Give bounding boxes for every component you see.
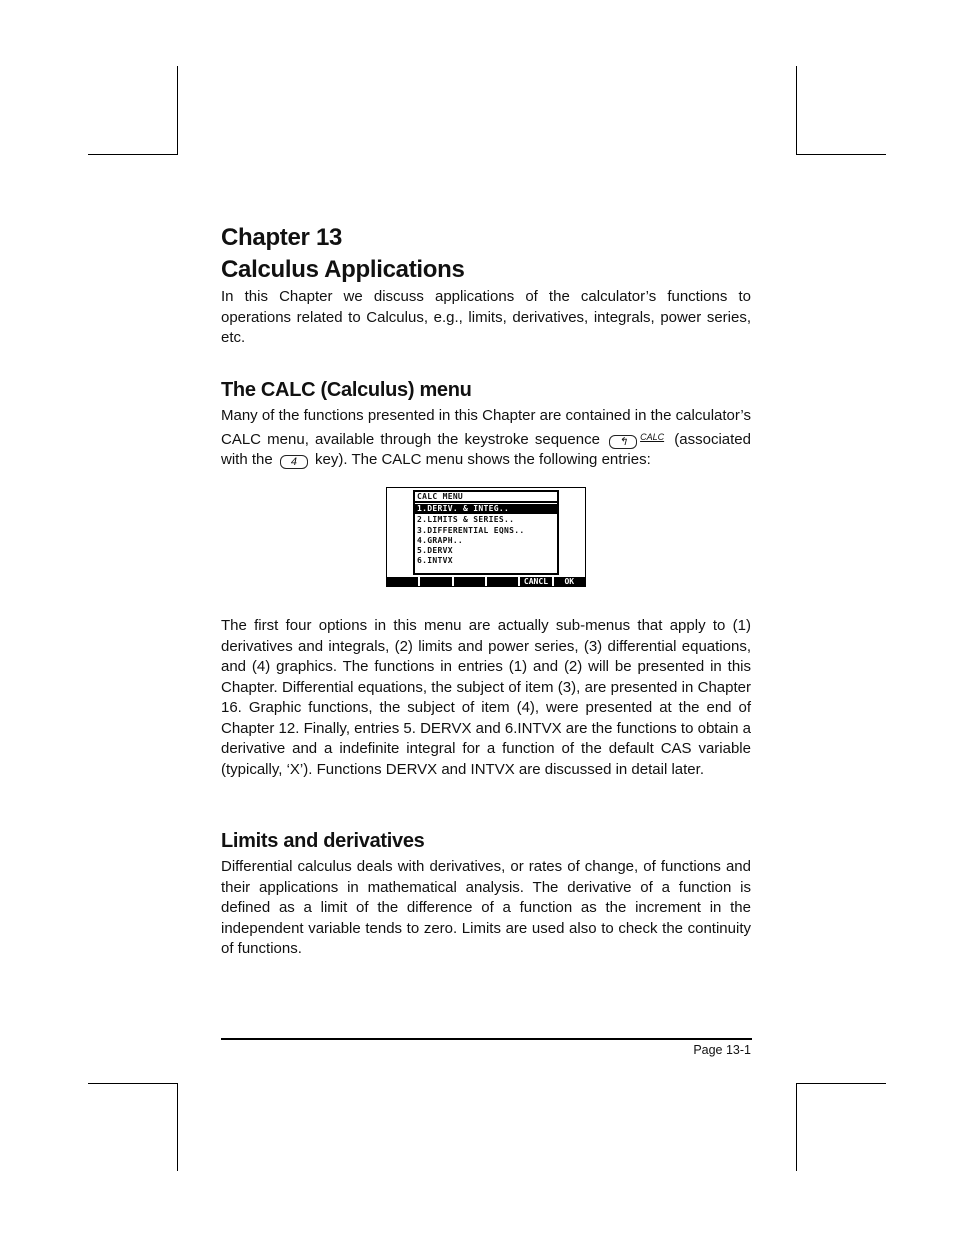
crop-mark <box>796 154 886 155</box>
calculator-screen <box>386 487 586 587</box>
menu-item-selected[interactable]: 1.DERIV. & INTEG.. <box>415 504 557 514</box>
softkey-1[interactable] <box>387 577 418 586</box>
softkey-bar <box>387 577 585 586</box>
left-shift-key-icon: ↰ <box>609 435 637 449</box>
softkey-2[interactable] <box>418 577 451 586</box>
key-4-icon: 4 <box>280 455 308 469</box>
softkey-4[interactable] <box>485 577 518 586</box>
chapter-heading <box>221 222 751 286</box>
ok-softkey[interactable]: OK <box>552 577 585 586</box>
crop-mark <box>796 66 797 154</box>
calc-key-label: CALC <box>640 431 665 442</box>
calc-menu-text-1: Many of the functions presented in this Chapter are contained in the calculator’s CALC menu, available through the keystroke sequence <box>221 407 751 448</box>
chapter-intro: In this Chapter we discuss applications of the calculator’s functions to operations related to Calculus, e.g., limits, derivatives, integrals, power series, etc. <box>221 288 751 346</box>
crop-mark <box>796 1083 797 1171</box>
calc-menu-title: CALC MENU <box>415 492 557 503</box>
crop-mark <box>88 154 178 155</box>
menu-item[interactable]: 3.DIFFERENTIAL EQNS.. <box>417 525 525 535</box>
page-number: Page 13-1 <box>693 1043 751 1057</box>
softkey-3[interactable] <box>452 577 485 586</box>
calc-menu-text-2: (associated with the <box>221 430 751 468</box>
crop-mark <box>88 1083 178 1084</box>
menu-item[interactable]: 6.INTVX <box>417 556 453 566</box>
menu-item[interactable]: 2.LIMITS & SERIES.. <box>417 515 515 525</box>
menu-item[interactable]: 5.DERVX <box>417 546 453 556</box>
limits-paragraph: Differential calculus deals with derivatives, or rates of change, of functions and their applications in mathematical analysis. The derivative of a function is defined as a limit of the difference of a function as the increment in the independent variable tends to zero. Limits are used also to check the continuity of functions. <box>221 858 751 957</box>
chapter-number: Chapter 13 <box>221 224 343 251</box>
crop-mark <box>177 1083 178 1171</box>
calc-menu-box <box>413 490 559 575</box>
menu-item[interactable]: 4.GRAPH.. <box>417 535 464 545</box>
footer-rule <box>221 1038 752 1040</box>
cancel-softkey[interactable]: CANCL <box>518 577 551 586</box>
calc-menu-explanation: The first four options in this menu are actually sub-menus that apply to (1) derivatives and integrals, (2) limits and power series, (3) differential equations, and (4) graphics. The functions in entries (1) and (2) will be presented in this Chapter. Differential equations, the subject of item (3), are presented in Chapter 16. Graphic functions, the subject of item (4), were presented at the end of Chapter 12. Finally, entries 5. DERVX and 6.INTVX are the functions to obtain a derivative and a indefinite integral for a function of the default CAS variable (typically, ‘X’). Functions DERVX and INTVX are discussed in detail later. <box>221 617 751 778</box>
calc-menu-paragraph <box>221 406 751 471</box>
section-heading-limits: Limits and derivatives <box>221 830 425 852</box>
crop-mark <box>177 66 178 154</box>
calc-menu-text-3: key). The CALC menu shows the following entries: <box>315 451 651 468</box>
crop-mark <box>796 1083 886 1084</box>
chapter-title: Calculus Applications <box>221 256 465 283</box>
section-heading-calc-menu: The CALC (Calculus) menu <box>221 379 472 401</box>
